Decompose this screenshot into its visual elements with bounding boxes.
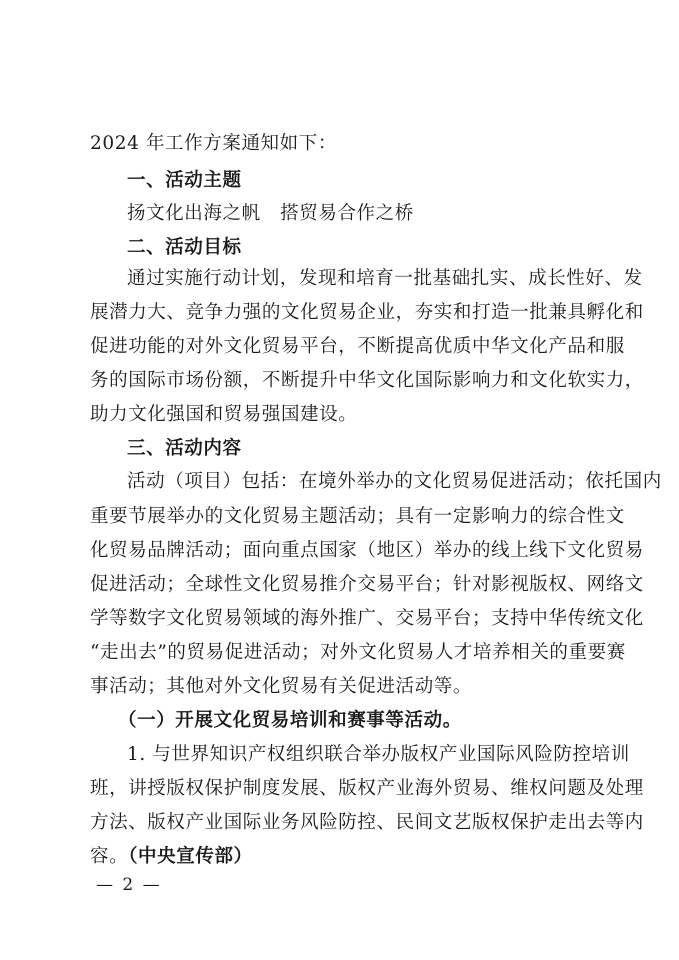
goal-line: 促进功能的对外文化贸易平台，不断提高优质中华文化产品和服 [90, 336, 625, 357]
content-line: 重要节展举办的文化贸易主题活动；具有一定影响力的综合性文 [90, 506, 625, 527]
item1-line: 班，讲授版权保护制度发展、版权产业海外贸易、维权问题及处理 [90, 778, 644, 799]
theme-text: 扬文化出海之帆 搭贸易合作之桥 [127, 203, 414, 224]
content-line: 学等数字文化贸易领域的海外推广、交易平台；支持中华传统文化 [90, 608, 644, 629]
item1-organization: （中央宣传部） [128, 846, 253, 867]
heading-activity-theme: 一、活动主题 [127, 170, 242, 191]
content-line: “走出去”的贸易促进活动；对外文化贸易人才培养相关的重要赛 [90, 642, 626, 663]
heading-activity-goal: 二、活动目标 [127, 237, 242, 258]
goal-line: 通过实施行动计划，发现和培育一批基础扎实、成长性好、发 [127, 268, 643, 289]
content-line: 活动（项目）包括：在境外举办的文化贸易促进活动；依托国内 [127, 471, 662, 492]
content-line: 化贸易品牌活动；面向重点国家（地区）举办的线上线下文化贸易 [90, 540, 644, 561]
content-line: 促进活动；全球性文化贸易推介交易平台；针对影视版权、网络文 [90, 574, 644, 595]
intro-line: 2024 年工作方案通知如下： [90, 133, 337, 154]
goal-line: 务的国际市场份额，不断提升中华文化国际影响力和文化软实力， [90, 370, 644, 391]
subheading-training-events: （一）开展文化贸易培训和赛事等活动。 [118, 710, 462, 731]
heading-activity-content: 三、活动内容 [127, 438, 242, 459]
item1-line: 1. 与世界知识产权组织联合举办版权产业国际风险防控培训 [127, 744, 630, 765]
goal-line: 展潜力大、竞争力强的文化贸易企业，夯实和打造一批兼具孵化和 [90, 302, 644, 323]
page-number: — 2 — [96, 875, 162, 895]
goal-line: 助力文化强国和贸易强国建设。 [90, 404, 358, 425]
item1-last-line [90, 841, 600, 873]
item1-line: 方法、版权产业国际业务风险防控、民间文艺版权保护走出去等内 [90, 812, 644, 833]
content-line: 事活动；其他对外文化贸易有关促进活动等。 [90, 676, 473, 697]
item1-last-text: 容。 [90, 846, 129, 867]
